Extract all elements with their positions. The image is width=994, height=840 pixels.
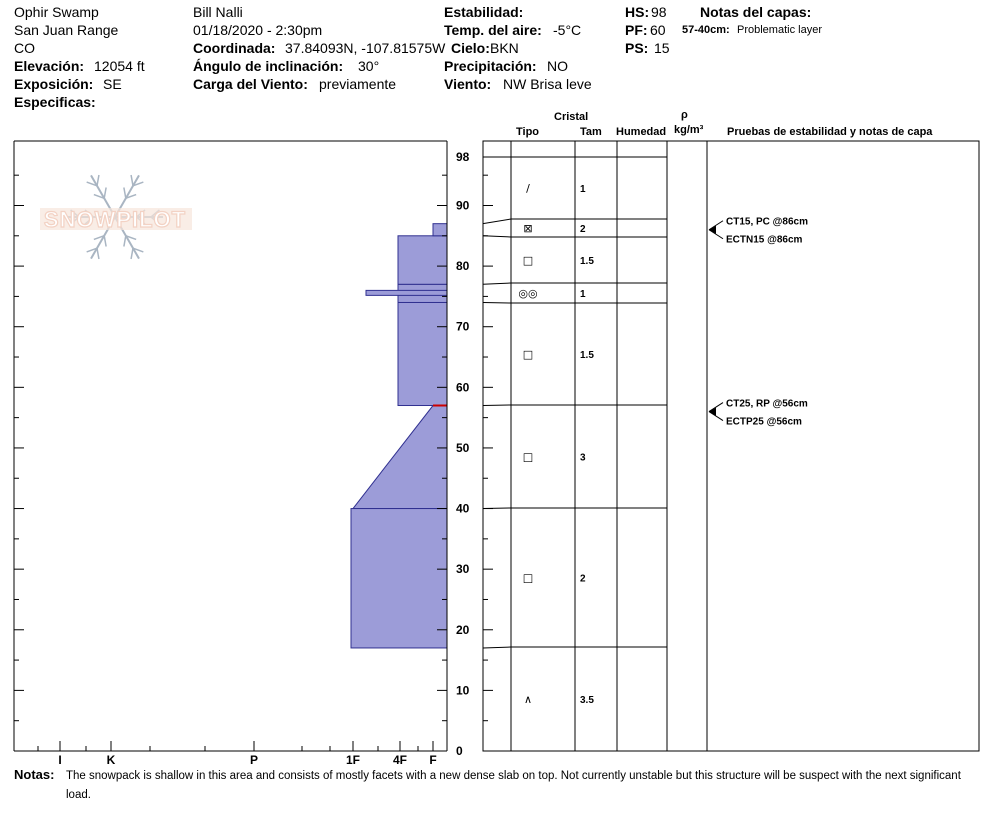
range: San Juan Range: [14, 22, 119, 38]
grain-size: 2: [580, 573, 586, 585]
snowpilot-logo: [40, 175, 192, 259]
grain-type-symbol: □: [522, 348, 534, 361]
hardness-bar: [433, 224, 447, 236]
crystal-header: Cristal: [554, 111, 589, 123]
snowflake-branch: [104, 236, 106, 247]
grain-type-symbol: /: [526, 182, 530, 195]
height-tick-label: 30: [456, 562, 470, 577]
hardness-tick-label: F: [429, 753, 437, 767]
layer-connector: [483, 219, 511, 224]
layer-connector: [483, 647, 511, 648]
location: Ophir Swamp: [14, 4, 99, 20]
grain-type-symbol: ∧: [523, 693, 533, 706]
hardness-tick-label: 1F: [345, 753, 361, 767]
grain-size: 1.5: [580, 350, 594, 361]
grain-size: 1.5: [580, 256, 594, 267]
hs-label: HS:: [625, 4, 650, 20]
slope-label: Ángulo de inclinación:: [193, 58, 344, 74]
precip-label: Precipitación:: [444, 58, 537, 74]
snowflake-branch: [124, 236, 126, 247]
date-time: 01/18/2020 - 2:30pm: [193, 22, 323, 38]
layer-notes-label: Notas del capas:: [700, 4, 812, 20]
sky-value: BKN: [490, 40, 519, 56]
precip-value: NO: [547, 58, 568, 74]
height-tick-label: 50: [456, 440, 470, 455]
height-tick-label: 60: [456, 380, 470, 395]
ps-value: 15: [654, 40, 670, 56]
state: CO: [14, 40, 35, 56]
grain-type-symbol: □: [522, 254, 534, 267]
snowflake-branch: [97, 248, 99, 259]
observer: Bill Nalli: [193, 4, 243, 20]
grain-size: 1: [580, 184, 586, 195]
grain-size: 3: [580, 452, 586, 464]
snowflake-branch: [97, 175, 99, 186]
wind-load-label: Carga del Viento:: [193, 76, 308, 92]
hardness-tick-label: 4F: [392, 753, 408, 767]
ps-label: PS:: [625, 40, 649, 56]
height-tick-label: 90: [456, 198, 470, 213]
density-unit: kg/m³: [674, 124, 704, 136]
air-temp-value: -5°C: [553, 22, 582, 38]
height-tick-label: 98: [456, 150, 470, 164]
air-temp-label: Temp. del aire:: [444, 22, 542, 38]
grain-type-symbol: ⊠: [523, 222, 533, 235]
specifics-label: Especificas:: [14, 94, 96, 110]
layer-connector: [483, 283, 511, 284]
elevation-value: 12054 ft: [94, 58, 145, 74]
hardness-tick-label: K: [106, 753, 116, 767]
thin-layer: [366, 290, 447, 295]
grain-size: 1: [580, 289, 586, 300]
stability-tests: [709, 217, 808, 428]
grain-size: 2: [580, 224, 586, 235]
layer-note-range: 57-40cm:: [682, 24, 730, 36]
size-header: Tam: [580, 126, 602, 138]
hardness-bar: [351, 509, 447, 648]
hs-value: 98: [651, 4, 667, 20]
wind-load-value: previamente: [319, 76, 397, 92]
pf-value: 60: [650, 22, 666, 38]
grain-type-symbol: □: [522, 450, 534, 464]
wind-label: Viento:: [444, 76, 492, 92]
layer-note-text: Problematic layer: [737, 24, 822, 36]
test-label: CT25, RP @56cm: [726, 398, 808, 410]
height-tick-label: 0: [456, 744, 463, 758]
aspect-label: Exposición:: [14, 76, 94, 92]
hardness-tick-label: P: [249, 753, 259, 767]
pf-label: PF:: [625, 22, 648, 38]
density-symbol: ρ: [681, 109, 688, 121]
logo-text: SNOWPILOT: [43, 207, 187, 232]
grain-type-symbol: □: [522, 571, 534, 585]
snowflake-branch: [131, 175, 133, 186]
elevation-label: Elevación:: [14, 58, 85, 74]
height-tick-label: 10: [456, 683, 470, 698]
hardness-profile: [351, 224, 447, 648]
layer-connector: [483, 236, 511, 237]
tests-header: Pruebas de estabilidad y notas de capa: [727, 126, 933, 138]
test-label: ECTN15 @86cm: [726, 234, 803, 246]
snowflake-branch: [131, 248, 133, 259]
grain-size: 3.5: [580, 695, 594, 706]
grain-type-symbol: ◎◎: [518, 287, 538, 300]
hardness-tick-label: I: [58, 753, 62, 767]
height-tick-label: 20: [456, 622, 470, 637]
height-tick-label: 40: [456, 501, 470, 516]
height-tick-label: 80: [456, 259, 470, 274]
layer-connector: [483, 405, 511, 406]
notes-text: The snowpack is shallow in this area and consists of mostly facets with a new dense slab on top. Not currently unstable but this structure will be suspect with the next significant load.: [66, 770, 961, 801]
height-tick-label: 70: [456, 319, 470, 334]
test-label: ECTP25 @56cm: [726, 416, 802, 428]
slope-value: 30°: [358, 58, 380, 74]
hardness-wedge: [353, 406, 447, 509]
layer-connector: [483, 508, 511, 509]
coordinates-label: Coordinada:: [193, 40, 276, 56]
wind-value: NW Brisa leve: [503, 76, 592, 92]
coordinates-value: 37.84093N, -107.81575W: [285, 40, 446, 56]
hardness-bar: [398, 236, 447, 284]
snowflake-branch: [104, 187, 106, 198]
stability-label: Estabilidad:: [444, 4, 524, 20]
test-label: CT15, PC @86cm: [726, 216, 809, 228]
profile-frames: [14, 141, 979, 751]
notes-label: Notas:: [14, 767, 55, 782]
layer-table-frame: [483, 141, 979, 751]
snowflake-branch: [124, 187, 126, 198]
layer-connector: [483, 302, 511, 303]
sky-label: Cielo:: [451, 40, 490, 56]
type-header: Tipo: [516, 126, 540, 138]
hardness-bar: [398, 302, 447, 405]
aspect-value: SE: [103, 76, 122, 92]
moisture-header: Humedad: [616, 126, 667, 138]
